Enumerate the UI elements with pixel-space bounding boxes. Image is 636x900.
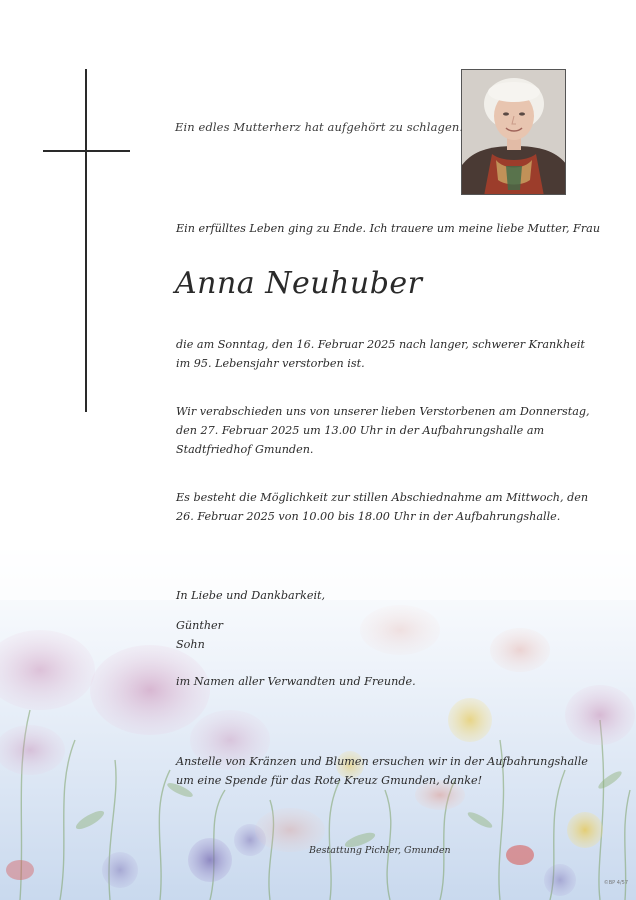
deceased-name: Anna Neuhuber: [175, 266, 423, 301]
cross-horizontal-bar: [43, 150, 130, 152]
intro-line: Ein erfülltes Leben ging zu Ende. Ich trauere um meine liebe Mutter, Frau: [176, 222, 601, 235]
farewell-line-2: den 27. Februar 2025 um 13.00 Uhr in der Aufbahrungshalle am: [176, 424, 545, 437]
undertaker-credit: Bestattung Pichler, Gmunden: [309, 845, 451, 856]
closing-line: In Liebe und Dankbarkeit,: [176, 589, 326, 602]
portrait-photo: [461, 69, 566, 195]
family-note: im Namen aller Verwandten und Freunde.: [176, 675, 416, 688]
viewing-line-2: 26. Februar 2025 von 10.00 bis 18.00 Uhr in der Aufbahrungshalle.: [176, 510, 561, 523]
cross-vertical-bar: [85, 69, 87, 412]
document-code: ©BP 4/57: [603, 880, 628, 886]
viewing-line-1: Es besteht die Möglichkeit zur stillen Abschiednahme am Mittwoch, den: [176, 491, 589, 504]
farewell-line-1: Wir verabschieden uns von unserer lieben Verstorbenen am Donnerstag,: [176, 405, 590, 418]
death-line-1: die am Sonntag, den 16. Februar 2025 nach langer, schwerer Krankheit: [176, 338, 585, 351]
mourner-relation: Sohn: [176, 638, 205, 651]
donation-line-1: Anstelle von Kränzen und Blumen ersuchen wir in der Aufbahrungshalle: [176, 755, 588, 768]
motto-line: Ein edles Mutterherz hat aufgehört zu schlagen.: [175, 120, 464, 134]
death-line-2: im 95. Lebensjahr verstorben ist.: [176, 357, 365, 370]
farewell-line-3: Stadtfriedhof Gmunden.: [176, 443, 314, 456]
donation-line-2: um eine Spende für das Rote Kreuz Gmunden, danke!: [176, 774, 483, 787]
mourner-name: Günther: [176, 619, 224, 632]
